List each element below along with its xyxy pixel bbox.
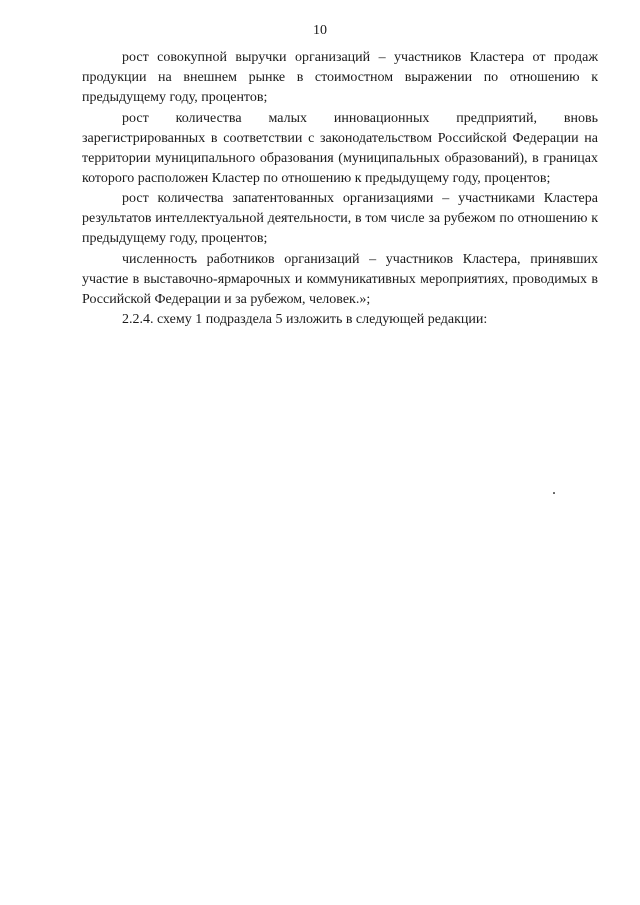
paragraph-exhibition-participants: численность работников организаций – участников Кластера, принявших участие в выставочно-ярмарочных и коммуникативных мероприятиях, проводимых в Российской Федерации и за рубежом, человек.»;: [82, 251, 598, 307]
paragraph-revenue-growth: рост совокупной выручки организаций – участников Кластера от продаж продукции на внешнем рынке в стоимостном выражении по отношению к предыдущему году, процентов;: [82, 50, 598, 105]
paragraph-patents: рост количества запатентованных организациями – участниками Кластера результатов интеллектуальной деятельности, в том числе за рубежом по отношению к предыдущему году, процентов;: [82, 191, 598, 246]
document-body: [82, 48, 598, 331]
scan-speck: [553, 492, 555, 494]
paragraph-small-enterprises: рост количества малых инновационных предприятий, вновь зарегистрированных в соответствии с законодательством Российской Федерации на территории муниципального образования (муниципальных образований), в границах которого расположен Кластер по отношению к предыдущему году, процентов;: [82, 110, 598, 186]
paragraph-scheme-amendment: 2.2.4. схему 1 подраздела 5 изложить в следующей редакции:: [122, 312, 488, 327]
page-number: 10: [313, 23, 327, 38]
